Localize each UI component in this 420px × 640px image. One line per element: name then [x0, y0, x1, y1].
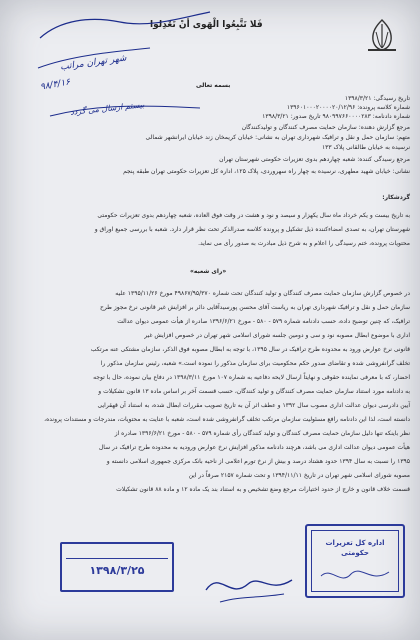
handwritten-note-1: شهر تهران مراتب — [59, 53, 128, 73]
body-line: شهرستان تهران، به تصدی امضاءکننده ذیل تشکیل و پرونده کلاسه صدرالذکر تحت نظر قرار دارد. شعبه با بررسی جمیع اوراق و — [94, 226, 410, 233]
date-stamp-value: ۱۳۹۸/۳/۲۵ — [89, 564, 145, 577]
body-line: به تاریخ بیست و یکم خرداد ماه سال یکهزار و سیصد و نود و هشت در وقت فوق العاده، شعبه چهاردهم بدوی تعزیرات حکومتی — [97, 212, 410, 219]
body-line: سازمان حمل و نقل و ترافیک شهرداری تهران به ریاست آقای محسن پورسیدآقایی دائر بر افزایش غیر قانونی نرخ مجوز طرح — [99, 304, 410, 311]
body-line: مرجع رسیدگی کننده: شعبه چهاردهم بدوی تعزیرات حکومتی شهرستان تهران — [219, 156, 410, 163]
body-line: به دادنامه مورد استناد سازمان حمایت مصرف کنندگان و تولید کنندگان، حسب قسمت آخر بر اساس ماده ۱۳ قانون تشکیلات و — [98, 388, 410, 395]
handwritten-scribble — [30, 8, 230, 128]
document-title: بسمه تعالی — [196, 82, 231, 89]
body-line: متهم: سازمان حمل و نقل و ترافیک شهرداری تهران به نشانی: خیابان کریمخان زند خیابان ایرانشهر شمالی — [145, 134, 410, 141]
body-line: هیأت عمومی دیوان عدالت اداری می باشد، هرچند دادنامه مذکور افزایش نرخ عوارض ورودیه به محدوده طرح ترافیک در سال — [98, 444, 410, 451]
review-date: تاریخ رسیدگی: ۱۳۹۸/۳/۲۱ — [344, 95, 410, 102]
body-line: نرسیده به خیابان طالقانی پلاک ۱۳۳ — [321, 144, 410, 151]
body-line: آیین دادرسی دیوان عدالت اداری مصوب سال ۱۳۹۲ و عطف اثر آن به تاریخ تصویب مقررات ابطال شده، به استناد آن قهقرایی — [97, 402, 410, 409]
body-line: اداری با موضوع ابطال مصوبه نود و سی و دومین جلسه شورای اسلامی شهر تهران در خصوص افزایش غیر — [144, 332, 410, 339]
office-stamp — [305, 524, 405, 598]
body-line: ۱۳۹۵ را نسبت به سال ۱۳۹۴ حدود هشتاد درصد و بیش از نرخ تورم اعلامی از ناحیه بانک مرکزی جمهوری اسلامی دانسته و — [106, 458, 410, 465]
case-number: شماره کلاسه پرونده: ۱۳۹۶۰۱۰۰۰۲۰۰۰۰۲۰/۱۲/۹۶ — [286, 104, 410, 111]
stamp-scribble — [317, 562, 393, 590]
handwritten-note-3: بیستم ارسال می گردد — [69, 100, 145, 117]
date-stamp — [60, 542, 174, 592]
body-line: ترافیک، که چنین توضیح داده، حسب دادنامه شماره ۵۷۹ - ۵۸۰ - مورخ ۱۳۹۶/۶/۲۱ صادره از هیأت عمومی دیوان عدالت — [117, 318, 410, 325]
office-stamp-label: اداره کل تعزیرات حکومتی — [325, 539, 385, 557]
body-line: تخلف گرانفروشی شده و تقاضای صدور حکم محکومیت برای سازمان مذکور را نموده است.» شعبه، رئیس سازمان مذکور را — [100, 360, 410, 367]
verdict-number: شماره دادنامه: ۹۸۰۹۹۷۶۶۰۰۰۰۲۸۳ تاریخ صدور: ۱۳۹۸/۳/۲۱ — [262, 113, 410, 120]
body-line: محتویات پرونده، ختم رسیدگی را اعلام و به شرح ذیل مبادرت به صدور رأی می نماید. — [198, 240, 410, 247]
body-line: نظر باینکه تنها دلیل سازمان حمایت مصرف کنندگان و تولید کنندگان رأی شماره ۵۷۹ - ۵۸۰ - مورخ ۱۳۹۶/۶/۲۱ صادره از — [114, 430, 410, 437]
body-line: احضار، که با معرفی نماینده حقوقی و نهایتاً ارسال لایحه دفاعیه به شماره ۱۰۷ مورخ ۱۳۹۸/۳/۱۱ در دفاع بیان نموده، حال با توجه — [93, 374, 410, 381]
body-line: نشانی: خیابان شهید مطهری، نرسیده به چهار راه سهروردی، پلاک ۱۲۵، اداره کل تعزیرات حکومتی تهران طبقه پنجم — [123, 168, 410, 175]
body-line: دانسته است، لذا این دادنامه رافع مسئولیت سازمان مرتکب تخلف گرانفروشی شده است، شعبه با عنایت به محتویات، مندرجات و مستندات پرونده، — [44, 416, 410, 423]
verdict-heading: «رای شعبه» — [190, 268, 227, 275]
body-line: مصوبه شورای اسلامی شهر تهران در تاریخ ۱۳۹۴/۱۱/۱۱ و تحت شماره ۲۱۵۷ صرفاً در این — [188, 472, 410, 479]
section-heading: گردشکار: — [382, 194, 410, 201]
emblem-icon — [364, 18, 400, 52]
body-line: قسمت خلاف قانون و خارج از حدود اختیارات مرجع وضع تشخیص و به استناد بند یک ماده ۱۲ و ماده ۸۸ قانون تشکیلات — [116, 486, 410, 493]
handwritten-note-2: ۹۸/۴/۱۶ — [39, 77, 71, 93]
header-motto: فَلا تَتَّبِعُوا الْهَوی أَنْ تَعْدِلوا — [150, 20, 263, 30]
signature-image — [200, 560, 300, 610]
body-line: قانونی نرخ عوارض ورود به محدوده طرح ترافیک در سال ۱۳۹۵، با توجه به ابطال مصوبه فوق الذکر، سازمان مشتکی عنه مرتکب — [90, 346, 410, 353]
body-line: در خصوص گزارش سازمان حمایت مصرف کنندگان و تولید کنندگان تحت شماره ۴۹۸۶۷/۹۵/۳۷۰ مورخ ۱۳۹۵/۱۱/۲۶ علیه — [115, 290, 410, 297]
body-line: مرجع گزارش دهنده: سازمان حمایت مصرف کنندگان و تولیدکنندگان — [241, 124, 410, 131]
